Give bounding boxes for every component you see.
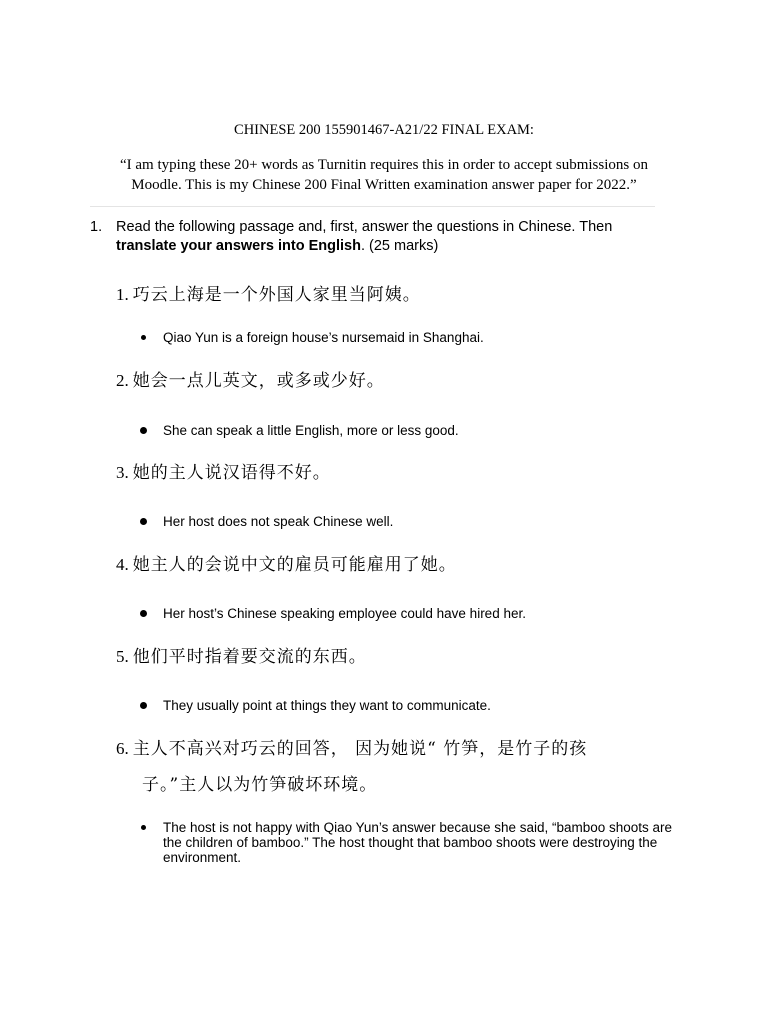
question-1 [116, 277, 676, 313]
answer-english: Her host’s Chinese speaking employee could have hired her. [163, 606, 526, 621]
question-chinese: 她的主人说汉语得不好。 [132, 463, 331, 483]
question-number: 5. [116, 647, 129, 666]
question-chinese: 她主人的会说中文的雇员可能雇用了她。 [132, 555, 457, 575]
question-chinese: 她会一点儿英文，或多或少好。 [132, 371, 385, 391]
instruction-marks: . (25 marks) [360, 238, 439, 254]
instruction-bold-text: translate your answers into English [116, 238, 361, 254]
question-2 [116, 363, 676, 399]
answer-english: She can speak a little English, more or less good. [163, 423, 459, 438]
question-6 [116, 731, 676, 803]
bullet-icon [140, 427, 147, 434]
question-4 [116, 547, 676, 583]
question-3 [116, 455, 676, 491]
question-chinese: 巧云上海是一个外国人家里当阿姨。 [132, 285, 421, 305]
answer-english: The host is not happy with Qiao Yun’s answer because she said, “bamboo shoots are the children of bamboo.” The host thought that bamboo shoots were destroying the environment. [163, 820, 673, 865]
question-number: 4. [116, 555, 129, 574]
answer-english: Qiao Yun is a foreign house’s nursemaid in Shanghai. [163, 330, 484, 345]
bullet-icon [140, 518, 147, 525]
question-chinese: 主人不高兴对巧云的回答， 因为她说“ 竹笋，是竹子的孩 [132, 739, 588, 759]
answer-6 [141, 820, 686, 865]
answer-2 [141, 423, 686, 438]
question-number: 3. [116, 463, 129, 482]
instruction [90, 218, 690, 256]
answer-4 [141, 606, 686, 621]
instruction-text: Read the following passage and, first, answer the questions in Chinese. Then [116, 219, 613, 235]
exam-title: CHINESE 200 155901467-A21/22 FINAL EXAM: [234, 122, 534, 138]
question-chinese: 他们平时指着要交流的东西。 [132, 647, 367, 667]
exam-statement: “I am typing these 20+ words as Turnitin requires this in order to accept submissions on Moodle. This is my Chinese 200 Final Written examination answer paper for 2022.” [120, 157, 648, 193]
question-5 [116, 639, 676, 675]
bullet-icon [141, 825, 146, 830]
question-number: 6. [116, 739, 129, 758]
bullet-icon [140, 702, 147, 709]
question-chinese-continuation: 子。”主人以为竹笋破坏环境。 [142, 775, 378, 795]
instruction-number: 1. [90, 219, 103, 235]
answer-english: Her host does not speak Chinese well. [163, 514, 394, 529]
answer-english: They usually point at things they want to communicate. [163, 698, 491, 713]
answer-3 [141, 514, 686, 529]
bullet-icon [140, 610, 147, 617]
answer-5 [141, 698, 686, 713]
divider [90, 206, 655, 207]
question-number: 1. [116, 285, 129, 304]
bullet-icon [141, 335, 146, 340]
answer-1 [141, 330, 686, 345]
question-number: 2. [116, 371, 129, 390]
